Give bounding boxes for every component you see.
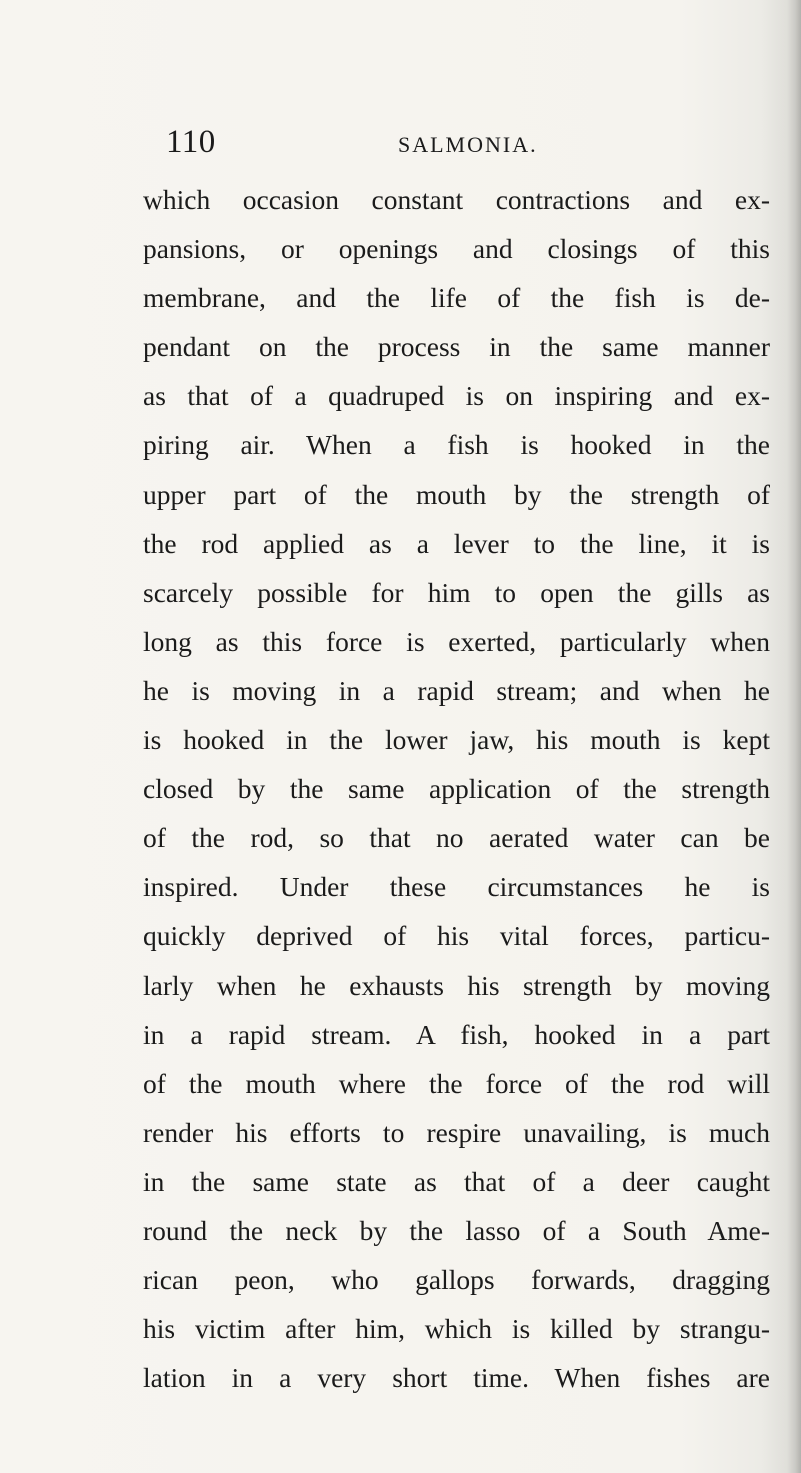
text-line: larly when he exhausts his strength by moving bbox=[143, 969, 770, 1001]
text-line: in a rapid stream. A fish, hooked in a part bbox=[143, 1018, 770, 1050]
text-line: scarcely possible for him to open the gills as bbox=[143, 576, 770, 608]
text-line: he is moving in a rapid stream; and when he bbox=[143, 674, 770, 706]
text-line: long as this force is exerted, particularly when bbox=[143, 625, 770, 657]
body-text bbox=[143, 175, 770, 1402]
text-line: quickly deprived of his vital forces, particu- bbox=[143, 920, 770, 952]
text-line: of the mouth where the force of the rod will bbox=[143, 1067, 770, 1099]
text-line: in the same state as that of a deer caught bbox=[143, 1165, 770, 1197]
text-line: pansions, or openings and closings of this bbox=[143, 233, 770, 265]
text-line: the rod applied as a lever to the line, it is bbox=[143, 527, 770, 559]
text-line: of the rod, so that no aerated water can be bbox=[143, 822, 770, 854]
text-line: closed by the same application of the strength bbox=[143, 773, 770, 805]
text-line: which occasion constant contractions and ex- bbox=[143, 184, 770, 215]
page-number: 110 bbox=[166, 124, 216, 160]
page-header bbox=[166, 124, 696, 164]
text-line: lation in a very short time. When fishes are bbox=[143, 1362, 770, 1394]
page-edge-shadow bbox=[787, 0, 801, 1473]
text-line: pendant on the process in the same manner bbox=[143, 331, 770, 363]
text-line: render his efforts to respire unavailing, is much bbox=[143, 1116, 770, 1148]
running-head: SALMONIA. bbox=[398, 132, 538, 157]
text-line: upper part of the mouth by the strength of bbox=[143, 478, 770, 510]
text-line: piring air. When a fish is hooked in the bbox=[143, 429, 770, 461]
text-line: inspired. Under these circumstances he is bbox=[143, 871, 770, 903]
text-line: is hooked in the lower jaw, his mouth is kept bbox=[143, 724, 770, 756]
text-line: his victim after him, which is killed by strangu- bbox=[143, 1313, 770, 1345]
text-line: membrane, and the life of the fish is de- bbox=[143, 282, 770, 314]
text-line: as that of a quadruped is on inspiring and ex- bbox=[143, 380, 770, 412]
text-line: rican peon, who gallops forwards, dragging bbox=[143, 1264, 770, 1296]
text-line: round the neck by the lasso of a South Ame- bbox=[143, 1214, 770, 1246]
